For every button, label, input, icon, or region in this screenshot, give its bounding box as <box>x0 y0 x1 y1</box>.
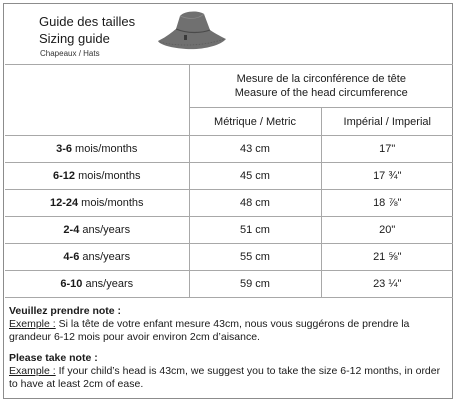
note-text-english <box>9 365 449 391</box>
age-cell <box>5 244 189 271</box>
table-row <box>5 271 453 298</box>
age-unit: mois/months <box>75 170 141 182</box>
age-cell <box>5 217 189 244</box>
guide-header <box>4 4 452 64</box>
age-cell <box>5 136 189 163</box>
metric-cell: 55 cm <box>189 244 321 271</box>
imperial-cell: 18 ⅞" <box>321 190 453 217</box>
age-range: 6-12 <box>53 170 76 182</box>
age-cell <box>5 271 189 298</box>
imperial-cell: 20" <box>321 217 453 244</box>
age-range: 2-4 <box>63 224 80 236</box>
example-label-french: Exemple : <box>9 318 56 330</box>
measure-header-french: Mesure de la circonférence de tête <box>236 73 406 85</box>
imperial-cell: 23 ¼" <box>321 271 453 298</box>
size-table <box>5 64 453 298</box>
age-unit: mois/months <box>78 197 144 209</box>
metric-cell: 43 cm <box>189 136 321 163</box>
note-text-french <box>9 318 449 344</box>
age-range: 4-6 <box>63 251 80 263</box>
age-unit: ans/years <box>79 251 131 263</box>
age-unit: ans/years <box>79 224 131 236</box>
example-text-english: If your child’s head is 43cm, we suggest you to take the size 6-12 months, in order to have at least 2cm of ease. <box>9 365 441 390</box>
measure-header <box>189 65 453 108</box>
imperial-cell: 17 ¾" <box>321 163 453 190</box>
imperial-cell: 21 ⅝" <box>321 244 453 271</box>
bucket-hat-icon <box>150 8 230 52</box>
metric-cell: 48 cm <box>189 190 321 217</box>
age-unit: ans/years <box>82 278 134 290</box>
measure-header-english: Measure of the head circumference <box>234 87 408 99</box>
imperial-cell: 17" <box>321 136 453 163</box>
metric-cell: 45 cm <box>189 163 321 190</box>
table-row <box>5 217 453 244</box>
column-header-imperial: Impérial / Imperial <box>321 108 453 136</box>
age-range: 3-6 <box>56 143 72 155</box>
metric-cell: 59 cm <box>189 271 321 298</box>
sizing-guide-sheet <box>3 3 453 399</box>
metric-cell: 51 cm <box>189 217 321 244</box>
notes-section <box>9 305 449 391</box>
title-french: Guide des tailles <box>39 14 136 29</box>
age-cell <box>5 163 189 190</box>
age-range: 12-24 <box>49 197 79 209</box>
age-cell <box>5 190 189 217</box>
column-header-metric: Métrique / Metric <box>189 108 321 136</box>
age-header-cell <box>5 65 189 136</box>
example-text-french: Si la tête de votre enfant mesure 43cm, nous vous suggérons de prendre la grandeur 6-12 mois pour avoir environ 2cm d’aisance. <box>9 318 410 343</box>
table-row <box>5 190 453 217</box>
title-english: Sizing guide <box>39 31 110 46</box>
example-label-english: Example : <box>9 365 56 377</box>
category-subtitle: Chapeaux / Hats <box>40 49 100 58</box>
table-row <box>5 136 453 163</box>
note-heading-english: Please take note : <box>9 352 98 364</box>
age-unit: mois/months <box>71 143 138 155</box>
note-heading-french: Veuillez prendre note : <box>9 305 122 317</box>
age-range: 6-10 <box>60 278 83 290</box>
table-row <box>5 163 453 190</box>
table-row <box>5 244 453 271</box>
